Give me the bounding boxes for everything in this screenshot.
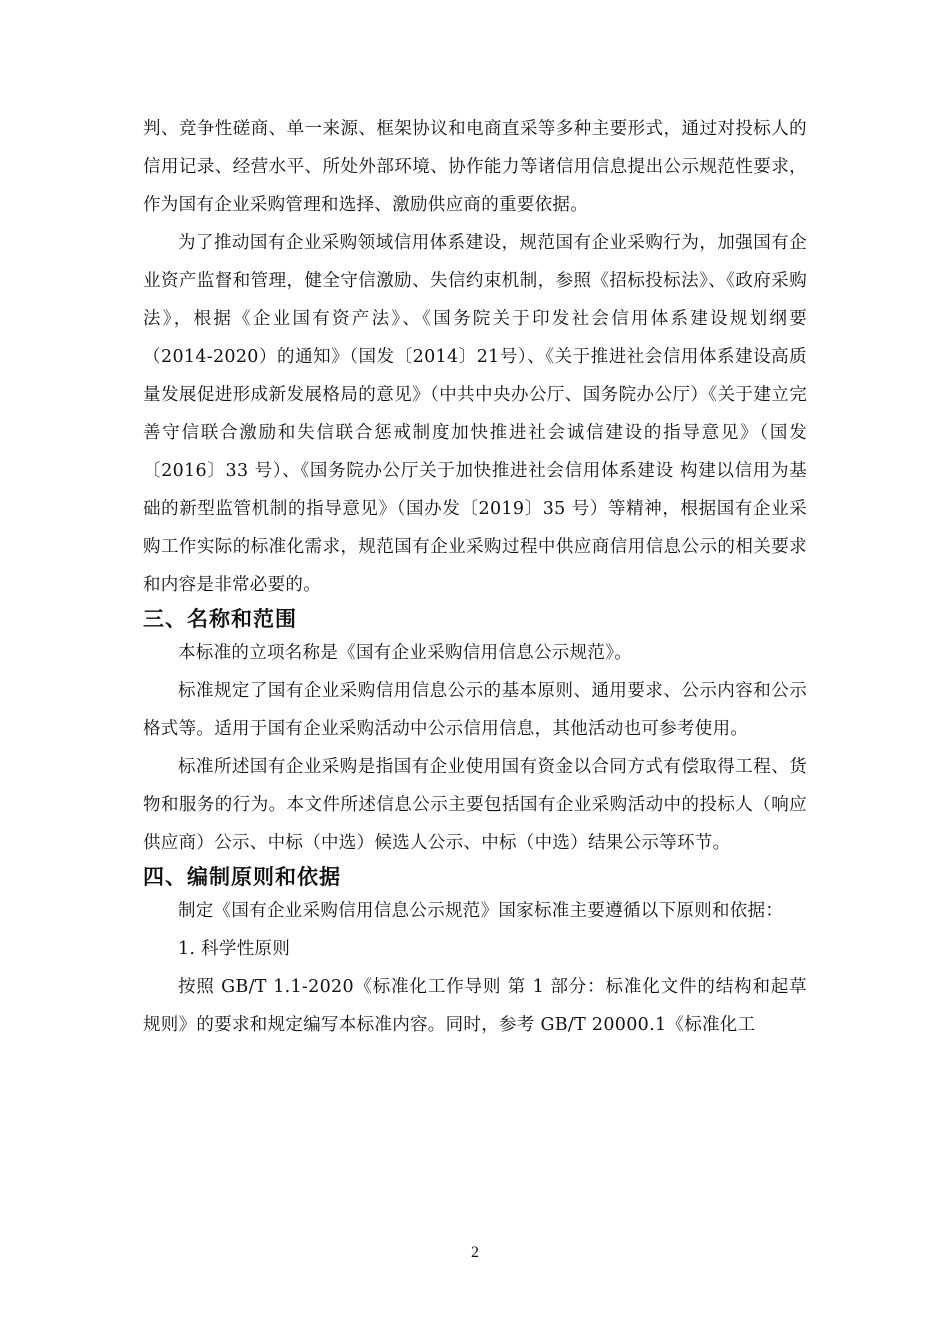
paragraph-scope: 标准规定了国有企业采购信用信息公示的基本原则、通用要求、公示内容和公示格式等。适用于国有企业采购活动中公示信用信息，其他活动也可参考使用。: [143, 681, 807, 739]
paragraph-principles-intro: 制定《国有企业采购信用信息公示规范》国家标准主要遵循以下原则和依据：: [178, 901, 784, 921]
paragraph-principle-1-detail: 按照 GB/T 1.1-2020《标准化工作导则 第 1 部分：标准化文件的结构和起草规则》的要求和规定编写本标准内容。同时，参考 GB/T 20000.1《标准化工: [143, 977, 807, 1035]
section-heading-principles: 四、编制原则和依据: [143, 865, 341, 889]
section-heading-name-scope: 三、名称和范围: [143, 607, 297, 631]
page-number: 2: [471, 1244, 479, 1261]
paragraph-definition: 标准所述国有企业采购是指国有企业使用国有资金以合同方式有偿取得工程、货物和服务的行为。本文件所述信息公示主要包括国有企业采购活动中的投标人（响应供应商）公示、中标（中选）候选人公示、中标（中选）结果公示等环节。: [143, 757, 807, 853]
paragraph-continuation: 判、竞争性磋商、单一来源、框架协议和电商直采等多种主要形式，通过对投标人的信用记录、经营水平、所处外部环境、协作能力等诸信用信息提出公示规范性要求，作为国有企业采购管理和选择、激励供应商的重要依据。: [143, 119, 807, 215]
paragraph-principle-1: 1. 科学性原则: [178, 939, 291, 959]
document-body: [143, 110, 807, 1044]
paragraph-background: 为了推动国有企业采购领域信用体系建设，规范国有企业采购行为，加强国有企业资产监督和管理，健全守信激励、失信约束机制，参照《招标投标法》、《政府采购法》，根据《企业国有资产法》、《国务院关于印发社会信用体系建设规划纲要（2014-2020）的通知》（国发〔2014〕21号）、《关于推进社会信用体系建设高质量发展促进形成新发展格局的意见》（中共中央办公厅、国务院办公厅）《关于建立完善守信联合激励和失信联合惩戒制度加快推进社会诚信建设的指导意见》（国发〔2016〕33 号）、《国务院办公厅关于加快推进社会信用体系建设 构建以信用为基础的新型监管机制的指导意见》（国办发〔2019〕35 号）等精神，根据国有企业采购工作实际的标准化需求，规范国有企业采购过程中供应商信用信息公示的相关要求和内容是非常必要的。: [143, 233, 807, 595]
paragraph-project-name: 本标准的立项名称是《国有企业采购信用信息公示规范》。: [178, 643, 633, 663]
